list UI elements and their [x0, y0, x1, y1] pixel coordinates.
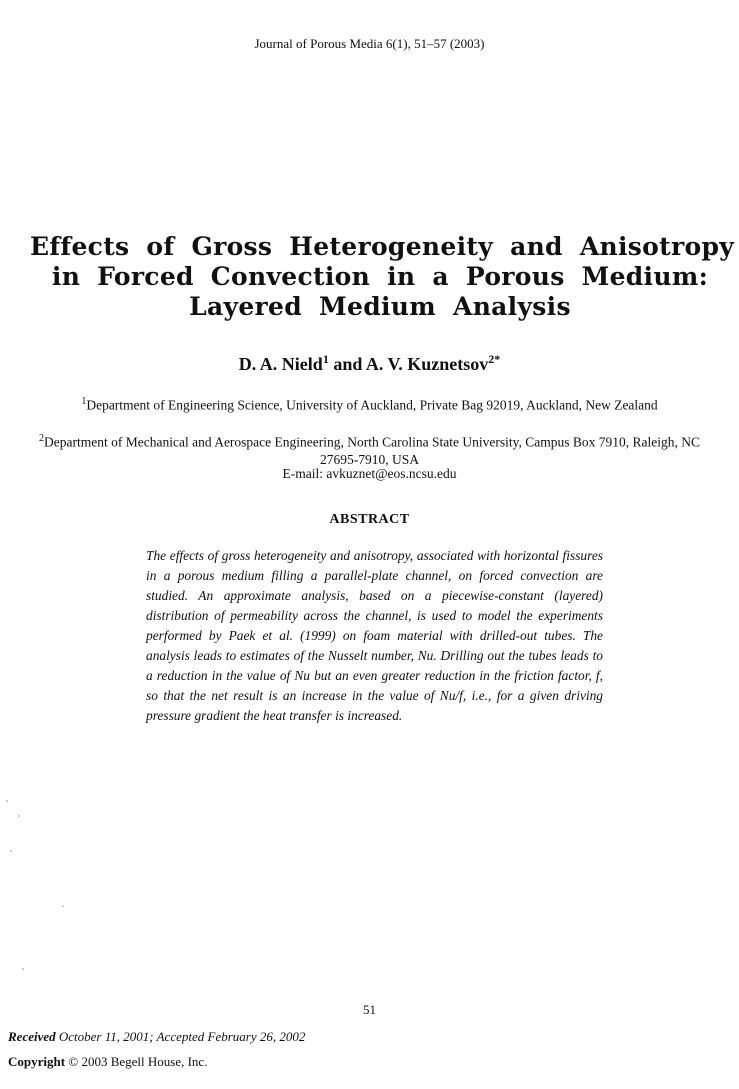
title-line-2: in Forced Convection in a Porous Medium: [51, 262, 709, 291]
copyright-label: Copyright [8, 1054, 66, 1069]
affiliation-2 [20, 430, 719, 468]
scan-speck [22, 968, 24, 970]
received-dates [8, 1029, 305, 1045]
scan-speck [18, 815, 20, 817]
journal-citation: Journal of Porous Media 6(1), 51–57 (2003) [254, 36, 485, 51]
title-line-3: Layered Medium Analysis [189, 292, 571, 321]
affiliation-1 [20, 393, 719, 414]
affiliation-text-2: Department of Mechanical and Aerospace Engineering, North Carolina State University, Campus Box 7910, Raleigh, NC 27695-7910, USA [44, 434, 700, 467]
abstract-heading: ABSTRACT [329, 512, 410, 527]
title-line-1: Effects of Gross Heterogeneity and Anisotropy [30, 232, 735, 261]
received-text: October 11, 2001; Accepted February 26, 2002 [55, 1029, 306, 1044]
copyright-notice [8, 1054, 207, 1070]
author-joiner: and [328, 354, 366, 374]
scan-speck [62, 905, 64, 907]
page-number: 51 [363, 1002, 376, 1017]
author-name-1: D. A. Nield [238, 354, 323, 374]
scan-speck [6, 800, 8, 802]
author-list [0, 352, 739, 375]
paper-title [30, 232, 735, 322]
received-label: Received [8, 1029, 56, 1044]
affiliation-mark-2: 2 [39, 433, 45, 444]
author-affil-mark-2: 2* [488, 352, 501, 366]
scan-speck [10, 850, 12, 852]
author-affil-mark-1: 1 [322, 352, 329, 366]
author-name-2: A. V. Kuznetsov [365, 354, 489, 374]
affiliation-text-1: Department of Engineering Science, University of Auckland, Private Bag 92019, Auckland, New Zealand [86, 397, 658, 413]
copyright-text: © 2003 Begell House, Inc. [65, 1054, 208, 1069]
contact-email: E-mail: avkuznet@eos.ncsu.edu [282, 466, 457, 481]
affiliation-mark-1: 1 [81, 396, 87, 407]
abstract-body: The effects of gross heterogeneity and anisotropy, associated with horizontal fissures in a porous medium filling a parallel-plate channel, on forced convection are studied. An approximate analysis, based on a piecewise-constant (layered) distribution of permeability across the channel, is used to model the experiments performed by Paek et al. (1999) on foam material with drilled-out tubes. The analysis leads to estimates of the Nusselt number, Nu. Drilling out the tubes leads to a reduction in the value of Nu but an even greater reduction in the friction factor, f, so that the net result is an increase in the value of Nu/f, i.e., for a given driving pressure gradient the heat transfer is increased. [146, 548, 603, 723]
